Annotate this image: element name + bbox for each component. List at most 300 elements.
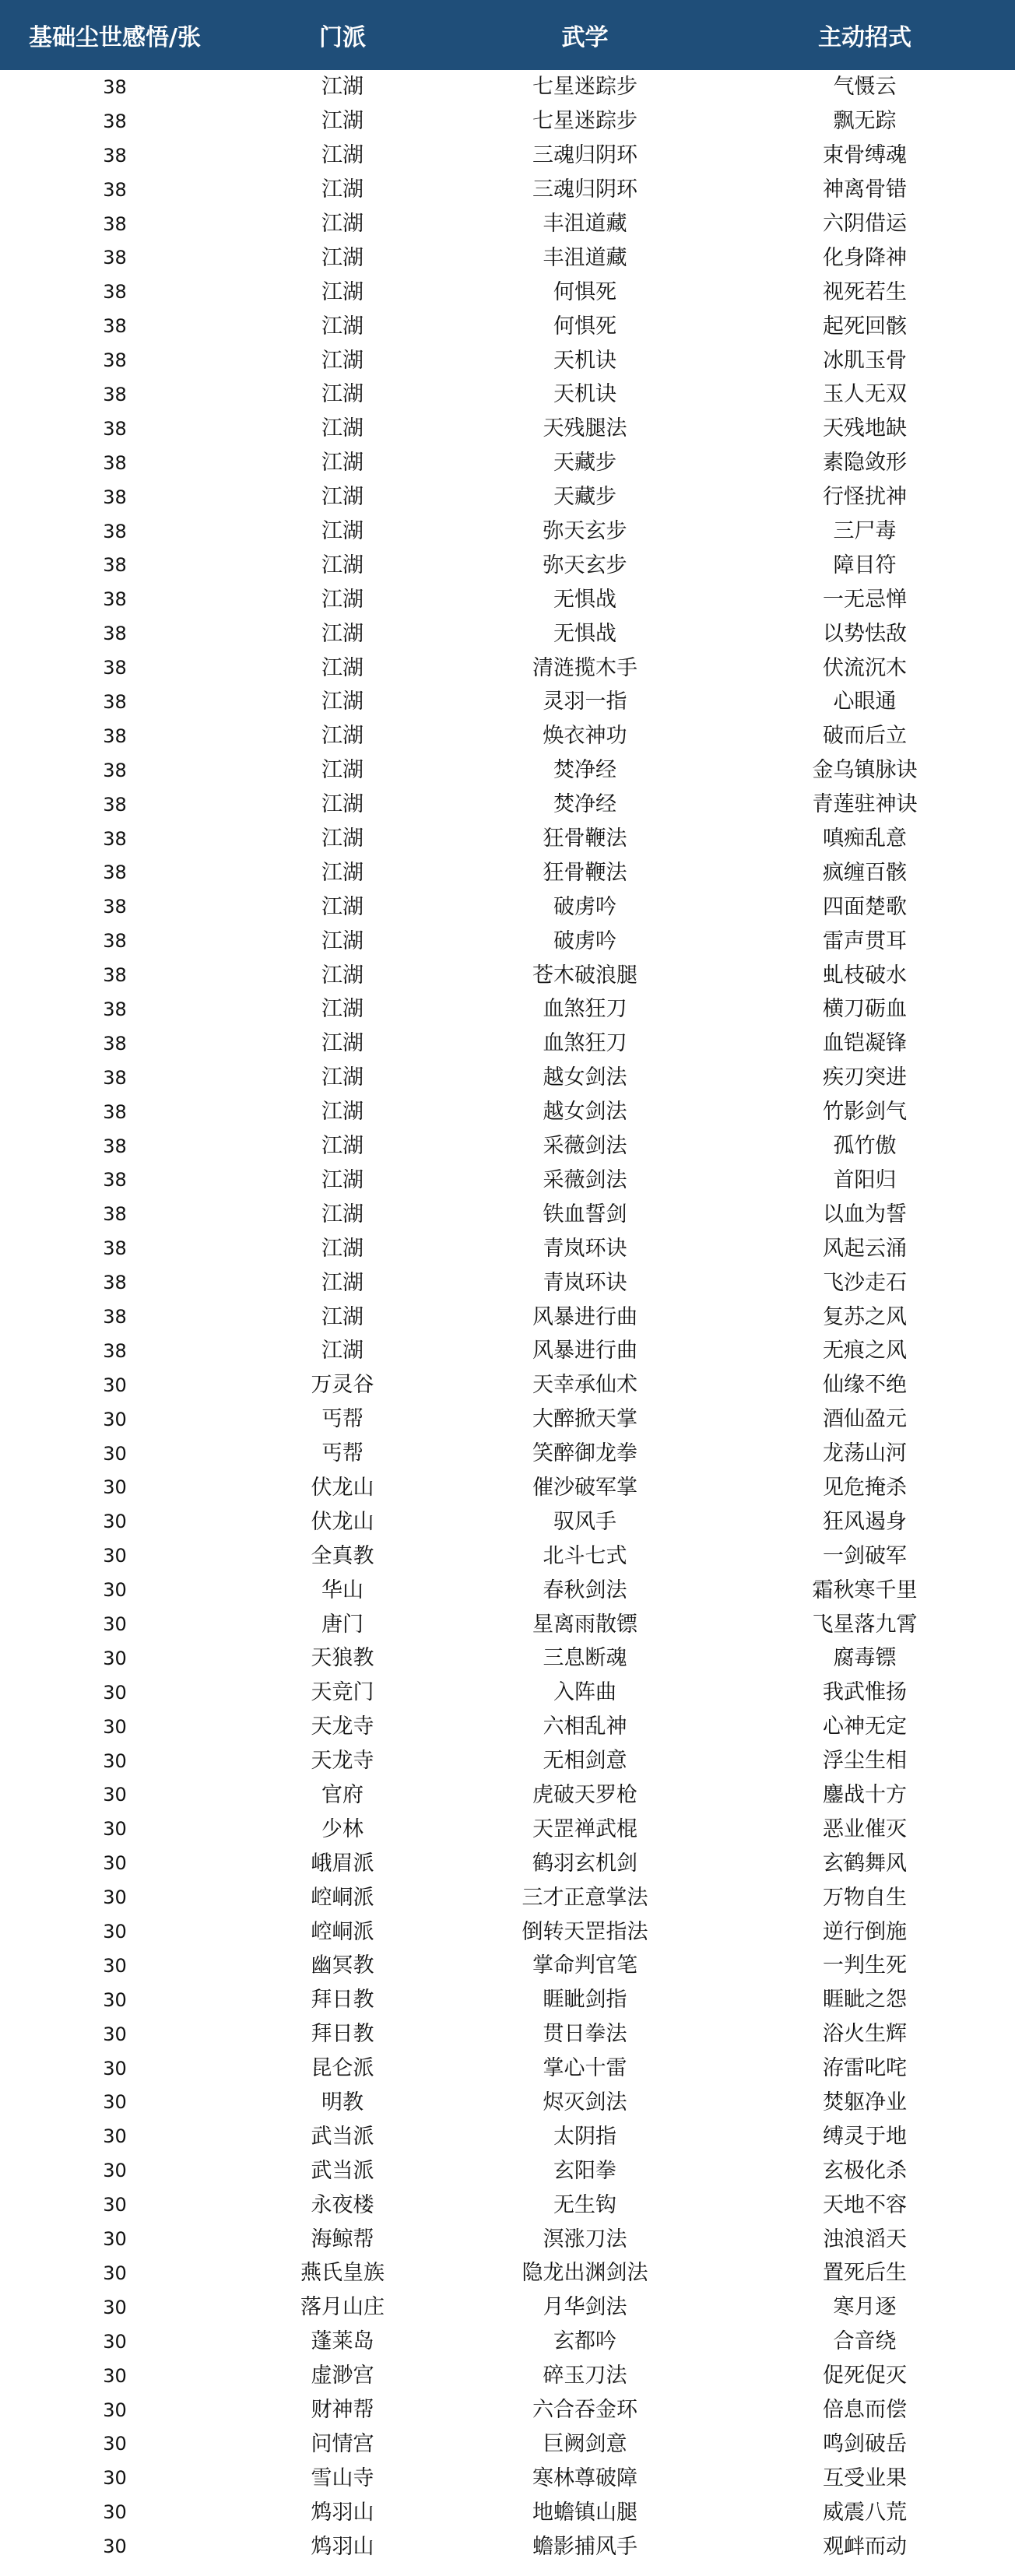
cell-insight-cards: 38 — [103, 793, 127, 816]
cell-active-move: 龙荡山河 — [823, 1441, 907, 1466]
cell-insight-cards: 30 — [103, 1374, 127, 1396]
cell-sect: 伏龙山 — [311, 1475, 374, 1500]
cell-sect: 幽冥教 — [311, 1953, 374, 1978]
table-row — [0, 1710, 1015, 1744]
cell-active-move: 寒月逐 — [833, 2295, 897, 2320]
cell-martial-art: 三魂归阴环 — [532, 177, 637, 202]
cell-insight-cards: 38 — [103, 1100, 127, 1123]
cell-sect: 江湖 — [321, 212, 364, 236]
table-row — [0, 1061, 1015, 1095]
cell-insight-cards: 38 — [103, 349, 127, 372]
table-row — [0, 70, 1015, 104]
table-row — [0, 514, 1015, 549]
cell-insight-cards: 38 — [103, 383, 127, 405]
table-row — [0, 2153, 1015, 2188]
cell-martial-art: 狂骨鞭法 — [543, 826, 627, 851]
cell-sect: 天狼教 — [311, 1646, 374, 1671]
table-row — [0, 1846, 1015, 1880]
cell-sect: 崆峒派 — [311, 1885, 374, 1910]
cell-insight-cards: 38 — [103, 930, 127, 953]
cell-sect: 江湖 — [321, 724, 364, 749]
cell-martial-art: 弥天玄步 — [543, 519, 627, 544]
cell-sect: 江湖 — [321, 1304, 364, 1329]
table-row — [0, 1949, 1015, 1983]
cell-sect: 拜日教 — [311, 1988, 374, 2013]
cell-martial-art: 越女剑法 — [543, 1065, 627, 1090]
table-row — [0, 2086, 1015, 2120]
cell-martial-art: 掌命判官笔 — [532, 1953, 637, 1978]
cell-martial-art: 越女剑法 — [543, 1100, 627, 1125]
cell-martial-art: 催沙破军掌 — [532, 1475, 637, 1500]
table-row — [0, 2188, 1015, 2222]
cell-insight-cards: 38 — [103, 998, 127, 1020]
table-row — [0, 788, 1015, 822]
cell-martial-art: 狂骨鞭法 — [543, 860, 627, 885]
table-row — [0, 1607, 1015, 1641]
table-row — [0, 2325, 1015, 2359]
table-row — [0, 480, 1015, 514]
cell-martial-art: 清涟揽木手 — [532, 655, 637, 680]
cell-insight-cards: 30 — [103, 2399, 127, 2421]
table-row — [0, 1437, 1015, 1471]
cell-martial-art: 何惧死 — [553, 314, 616, 339]
cell-active-move: 四面楚歌 — [823, 894, 907, 919]
cell-sect: 江湖 — [321, 75, 364, 100]
table-row — [0, 1641, 1015, 1676]
cell-active-move: 观衅而动 — [823, 2534, 907, 2559]
cell-insight-cards: 38 — [103, 144, 127, 167]
cell-martial-art: 倒转天罡指法 — [522, 1919, 648, 1944]
cell-sect: 武当派 — [311, 2158, 374, 2183]
cell-martial-art: 丰沮道藏 — [543, 212, 627, 236]
cell-insight-cards: 38 — [103, 212, 127, 235]
cell-martial-art: 风暴进行曲 — [532, 1339, 637, 1363]
cell-sect: 江湖 — [321, 690, 364, 714]
cell-sect: 江湖 — [321, 177, 364, 202]
table-row — [0, 1471, 1015, 1505]
cell-martial-art: 血煞狂刀 — [543, 997, 627, 1022]
cell-active-move: 束骨缚魂 — [823, 143, 907, 168]
cell-active-move: 一无忌惮 — [823, 587, 907, 612]
table-row — [0, 1027, 1015, 1061]
cell-martial-art: 采薇剑法 — [543, 1167, 627, 1192]
cell-active-move: 互受业果 — [823, 2465, 907, 2490]
table-row — [0, 343, 1015, 377]
cell-active-move: 孤竹傲 — [833, 1134, 897, 1159]
cell-sect: 江湖 — [321, 382, 364, 407]
cell-insight-cards: 30 — [103, 2091, 127, 2114]
cell-martial-art: 无生钩 — [553, 2192, 616, 2217]
cell-active-move: 首阳归 — [833, 1167, 897, 1192]
table-row — [0, 2051, 1015, 2086]
cell-martial-art: 玄都吟 — [553, 2329, 616, 2354]
cell-insight-cards: 30 — [103, 2330, 127, 2353]
cell-active-move: 天地不容 — [823, 2192, 907, 2217]
cell-martial-art: 天藏步 — [553, 451, 616, 476]
table-row — [0, 2529, 1015, 2564]
cell-sect: 江湖 — [321, 279, 364, 304]
cell-sect: 江湖 — [321, 963, 364, 988]
cell-insight-cards: 30 — [103, 2467, 127, 2490]
cell-active-move: 疯缠百骸 — [823, 860, 907, 885]
cell-active-move: 视死若生 — [823, 279, 907, 304]
cell-sect: 江湖 — [321, 1339, 364, 1363]
cell-active-move: 飞星落九霄 — [812, 1612, 918, 1637]
cell-insight-cards: 30 — [103, 2125, 127, 2148]
table-row — [0, 275, 1015, 309]
cell-active-move: 玉人无双 — [823, 382, 907, 407]
cell-active-move: 腐毒镖 — [833, 1646, 897, 1671]
cell-insight-cards: 38 — [103, 1237, 127, 1260]
cell-sect: 江湖 — [321, 348, 364, 373]
cell-sect: 峨眉派 — [311, 1851, 374, 1876]
cell-active-move: 玄极化杀 — [823, 2158, 907, 2183]
cell-active-move: 焚躯净业 — [823, 2090, 907, 2114]
cell-insight-cards: 30 — [103, 2023, 127, 2045]
cell-sect: 江湖 — [321, 860, 364, 885]
cell-active-move: 雷声贯耳 — [823, 928, 907, 953]
table-row — [0, 1197, 1015, 1231]
table-row — [0, 2495, 1015, 2529]
table-row — [0, 1573, 1015, 1607]
cell-insight-cards: 30 — [103, 2433, 127, 2455]
cell-insight-cards: 38 — [103, 1135, 127, 1157]
cell-active-move: 风起云涌 — [823, 1236, 907, 1261]
table-row — [0, 958, 1015, 992]
cell-martial-art: 焚净经 — [553, 758, 616, 783]
cell-sect: 伏龙山 — [311, 1509, 374, 1534]
table-row — [0, 1983, 1015, 2017]
cell-martial-art: 地蟾镇山腿 — [532, 2500, 637, 2525]
cell-martial-art: 破虏吟 — [553, 928, 616, 953]
cell-sect: 华山 — [321, 1578, 364, 1602]
cell-insight-cards: 30 — [103, 2296, 127, 2318]
cell-sect: 明教 — [321, 2090, 364, 2114]
table-row — [0, 1129, 1015, 1163]
cell-active-move: 心神无定 — [823, 1714, 907, 1739]
cell-martial-art: 天罡禅武棍 — [532, 1816, 637, 1841]
cell-sect: 江湖 — [321, 621, 364, 646]
cell-sect: 燕氏皇族 — [300, 2261, 385, 2286]
cell-active-move: 素隐敛形 — [823, 451, 907, 476]
cell-insight-cards: 38 — [103, 1339, 127, 1362]
cell-sect: 江湖 — [321, 314, 364, 339]
table-row — [0, 855, 1015, 890]
cell-sect: 江湖 — [321, 1065, 364, 1090]
table-body — [0, 70, 1015, 2564]
cell-sect: 江湖 — [321, 1236, 364, 1261]
cell-active-move: 仙缘不绝 — [823, 1373, 907, 1398]
cell-martial-art: 七星迷踪步 — [532, 75, 637, 100]
cell-sect: 江湖 — [321, 655, 364, 680]
cell-insight-cards: 30 — [103, 1818, 127, 1841]
cell-martial-art: 青岚环诀 — [543, 1236, 627, 1261]
cell-active-move: 气慑云 — [833, 75, 897, 100]
table-row — [0, 2256, 1015, 2290]
table-row — [0, 1231, 1015, 1265]
cell-martial-art: 虎破天罗枪 — [532, 1782, 637, 1807]
cell-sect: 昆仑派 — [311, 2056, 374, 2081]
cell-sect: 海鲸帮 — [311, 2227, 374, 2251]
cell-martial-art: 六相乱神 — [543, 1714, 627, 1739]
cell-active-move: 威震八荒 — [823, 2500, 907, 2525]
table-row — [0, 1880, 1015, 1914]
cell-active-move: 飘无踪 — [833, 109, 897, 134]
table-row — [0, 582, 1015, 616]
cell-active-move: 破而后立 — [823, 724, 907, 749]
table-row — [0, 1744, 1015, 1778]
table-row — [0, 2017, 1015, 2051]
cell-insight-cards: 38 — [103, 417, 127, 440]
cell-active-move: 六阴借运 — [823, 212, 907, 236]
table-row — [0, 139, 1015, 173]
cell-insight-cards: 38 — [103, 896, 127, 918]
cell-sect: 拜日教 — [311, 2022, 374, 2047]
cell-martial-art: 太阴指 — [553, 2124, 616, 2149]
cell-insight-cards: 38 — [103, 554, 127, 577]
table-row — [0, 1300, 1015, 1334]
table-row — [0, 2119, 1015, 2153]
cell-sect: 江湖 — [321, 1134, 364, 1159]
cell-active-move: 障目符 — [833, 553, 897, 577]
cell-martial-art: 天残腿法 — [543, 416, 627, 441]
cell-martial-art: 春秋剑法 — [543, 1578, 627, 1602]
cell-martial-art: 三魂归阴环 — [532, 143, 637, 168]
table-row — [0, 890, 1015, 924]
cell-sect: 江湖 — [321, 792, 364, 817]
cell-sect: 江湖 — [321, 1100, 364, 1125]
cell-martial-art: 溟涨刀法 — [543, 2227, 627, 2251]
cell-insight-cards: 38 — [103, 315, 127, 338]
table-row — [0, 446, 1015, 480]
cell-insight-cards: 30 — [103, 1613, 127, 1636]
cell-sect: 鸩羽山 — [311, 2534, 374, 2559]
cell-martial-art: 焕衣神功 — [543, 724, 627, 749]
cell-sect: 雪山寺 — [311, 2465, 374, 2490]
cell-martial-art: 鹤羽玄机剑 — [532, 1851, 637, 1876]
table-row — [0, 1368, 1015, 1402]
header-sect: 门派 — [230, 0, 455, 70]
cell-martial-art: 掌心十雷 — [543, 2056, 627, 2081]
cell-insight-cards: 38 — [103, 75, 127, 98]
cell-insight-cards: 38 — [103, 451, 127, 474]
cell-active-move: 霜秋寒千里 — [812, 1578, 918, 1602]
cell-sect: 江湖 — [321, 245, 364, 270]
cell-active-move: 恶业催灭 — [823, 1816, 907, 1841]
cell-insight-cards: 38 — [103, 1203, 127, 1226]
cell-active-move: 嗔痴乱意 — [823, 826, 907, 851]
table-row — [0, 651, 1015, 685]
table-row — [0, 2290, 1015, 2325]
cell-sect: 江湖 — [321, 997, 364, 1022]
cell-active-move: 血铠凝锋 — [823, 1031, 907, 1056]
cell-sect: 落月山庄 — [300, 2295, 385, 2320]
cell-active-move: 狂风遏身 — [823, 1509, 907, 1534]
cell-sect: 江湖 — [321, 485, 364, 510]
cell-martial-art: 天机诀 — [553, 348, 616, 373]
cell-insight-cards: 30 — [103, 2057, 127, 2079]
table-row — [0, 1778, 1015, 1813]
cell-insight-cards: 30 — [103, 1852, 127, 1875]
cell-active-move: 洊雷叱咤 — [823, 2056, 907, 2081]
cell-active-move: 虬枝破水 — [823, 963, 907, 988]
cell-active-move: 三尸毒 — [833, 519, 897, 544]
cell-martial-art: 无惧战 — [553, 621, 616, 646]
cell-sect: 江湖 — [321, 143, 364, 168]
cell-martial-art: 贯日拳法 — [543, 2022, 627, 2047]
table-row — [0, 2393, 1015, 2427]
cell-sect: 江湖 — [321, 826, 364, 851]
cell-insight-cards: 30 — [103, 2194, 127, 2216]
cell-active-move: 合音绕 — [833, 2329, 897, 2354]
cell-sect: 财神帮 — [311, 2398, 374, 2422]
table-row — [0, 2222, 1015, 2256]
cell-sect: 江湖 — [321, 928, 364, 953]
cell-sect: 全真教 — [311, 1543, 374, 1568]
cell-insight-cards: 30 — [103, 2364, 127, 2387]
cell-insight-cards: 30 — [103, 1647, 127, 1669]
table-row — [0, 104, 1015, 139]
cell-active-move: 伏流沉木 — [823, 655, 907, 680]
cell-insight-cards: 38 — [103, 1066, 127, 1089]
cell-martial-art: 星离雨散镖 — [532, 1612, 637, 1637]
cell-active-move: 置死后生 — [823, 2261, 907, 2286]
cell-martial-art: 苍木破浪腿 — [532, 963, 637, 988]
cell-active-move: 倍息而偿 — [823, 2398, 907, 2422]
table-row — [0, 173, 1015, 207]
cell-insight-cards: 38 — [103, 690, 127, 713]
cell-active-move: 酒仙盈元 — [823, 1407, 907, 1432]
cell-martial-art: 七星迷踪步 — [532, 109, 637, 134]
cell-martial-art: 弥天玄步 — [543, 553, 627, 577]
cell-insight-cards: 30 — [103, 1988, 127, 2011]
cell-martial-art: 铁血誓剑 — [543, 1202, 627, 1227]
cell-active-move: 起死回骸 — [823, 314, 907, 339]
cell-insight-cards: 30 — [103, 2536, 127, 2558]
cell-insight-cards: 30 — [103, 1476, 127, 1499]
cell-martial-art: 无相剑意 — [543, 1749, 627, 1774]
cell-insight-cards: 38 — [103, 623, 127, 645]
cell-insight-cards: 30 — [103, 2160, 127, 2182]
header-insight-cards: 基础尘世感悟/张 — [0, 0, 230, 70]
cell-sect: 万灵谷 — [311, 1373, 374, 1398]
cell-sect: 丐帮 — [321, 1441, 364, 1466]
cell-active-move: 神离骨错 — [823, 177, 907, 202]
cell-active-move: 浮尘生相 — [823, 1749, 907, 1774]
cell-insight-cards: 30 — [103, 1511, 127, 1533]
cell-martial-art: 何惧死 — [553, 279, 616, 304]
table-row — [0, 616, 1015, 651]
table-row — [0, 1265, 1015, 1300]
cell-active-move: 复苏之风 — [823, 1304, 907, 1329]
table-row — [0, 1676, 1015, 1710]
header-row — [0, 0, 1015, 70]
cell-martial-art: 大醉掀天掌 — [532, 1407, 637, 1432]
cell-sect: 江湖 — [321, 416, 364, 441]
cell-sect: 江湖 — [321, 109, 364, 134]
cell-martial-art: 三才正意掌法 — [522, 1885, 648, 1910]
table-row — [0, 2427, 1015, 2461]
cell-active-move: 无痕之风 — [823, 1339, 907, 1363]
cell-active-move: 天残地缺 — [823, 416, 907, 441]
cell-insight-cards: 38 — [103, 178, 127, 201]
cell-martial-art: 隐龙出渊剑法 — [522, 2261, 648, 2286]
cell-martial-art: 破虏吟 — [553, 894, 616, 919]
cell-martial-art: 青岚环诀 — [543, 1270, 627, 1295]
cell-martial-art: 笑醉御龙拳 — [532, 1441, 637, 1466]
cell-sect: 唐门 — [321, 1612, 364, 1637]
table-row — [0, 1095, 1015, 1129]
table-row — [0, 822, 1015, 856]
cell-insight-cards: 38 — [103, 588, 127, 611]
cell-martial-art: 睚眦剑指 — [543, 1988, 627, 2013]
cell-insight-cards: 30 — [103, 1681, 127, 1704]
table-row — [0, 412, 1015, 446]
cell-martial-art: 玄阳拳 — [553, 2158, 616, 2183]
cell-insight-cards: 38 — [103, 657, 127, 679]
cell-insight-cards: 38 — [103, 1306, 127, 1328]
cell-active-move: 行怪扰神 — [823, 485, 907, 510]
cell-martial-art: 蟾影捕风手 — [532, 2534, 637, 2559]
cell-active-move: 青莲驻神诀 — [812, 792, 918, 817]
cell-active-move: 疾刃突进 — [823, 1065, 907, 1090]
cell-sect: 永夜楼 — [311, 2192, 374, 2217]
cell-martial-art: 巨阙剑意 — [543, 2431, 627, 2456]
cell-insight-cards: 38 — [103, 486, 127, 508]
cell-sect: 天竞门 — [311, 1680, 374, 1705]
cell-sect: 问情宫 — [311, 2431, 374, 2456]
table-row — [0, 2461, 1015, 2495]
cell-insight-cards: 38 — [103, 1032, 127, 1055]
header-active-move: 主动招式 — [715, 0, 1015, 70]
cell-martial-art: 焚净经 — [553, 792, 616, 817]
cell-active-move: 缚灵于地 — [823, 2124, 907, 2149]
cell-insight-cards: 30 — [103, 2228, 127, 2251]
cell-insight-cards: 38 — [103, 1169, 127, 1191]
cell-active-move: 鏖战十方 — [823, 1782, 907, 1807]
cell-sect: 蓬莱岛 — [311, 2329, 374, 2354]
cell-sect: 虚渺宫 — [311, 2364, 374, 2388]
cell-active-move: 一剑破军 — [823, 1543, 907, 1568]
cell-active-move: 冰肌玉骨 — [823, 348, 907, 373]
cell-insight-cards: 38 — [103, 725, 127, 747]
cell-martial-art: 六合吞金环 — [532, 2398, 637, 2422]
cell-active-move: 万物自生 — [823, 1885, 907, 1910]
cell-martial-art: 采薇剑法 — [543, 1134, 627, 1159]
table-row — [0, 309, 1015, 343]
table-row — [0, 1914, 1015, 1949]
cell-insight-cards: 30 — [103, 2262, 127, 2284]
cell-active-move: 以血为誓 — [823, 1202, 907, 1227]
cell-insight-cards: 38 — [103, 281, 127, 304]
cell-sect: 天龙寺 — [311, 1749, 374, 1774]
cell-martial-art: 烬灭剑法 — [543, 2090, 627, 2114]
cell-active-move: 玄鹤舞风 — [823, 1851, 907, 1876]
cell-martial-art: 天幸承仙术 — [532, 1373, 637, 1398]
cell-martial-art: 三息断魂 — [543, 1646, 627, 1671]
cell-insight-cards: 30 — [103, 1715, 127, 1738]
table-row — [0, 377, 1015, 412]
cell-sect: 少林 — [321, 1816, 364, 1841]
cell-martial-art: 风暴进行曲 — [532, 1304, 637, 1329]
cell-martial-art: 灵羽一指 — [543, 690, 627, 714]
cell-active-move: 睚眦之怨 — [823, 1988, 907, 2013]
cell-sect: 江湖 — [321, 1167, 364, 1192]
cell-active-move: 我武惟扬 — [823, 1680, 907, 1705]
cell-martial-art: 入阵曲 — [553, 1680, 616, 1705]
cell-martial-art: 驭风手 — [553, 1509, 616, 1534]
cell-martial-art: 血煞狂刀 — [543, 1031, 627, 1056]
